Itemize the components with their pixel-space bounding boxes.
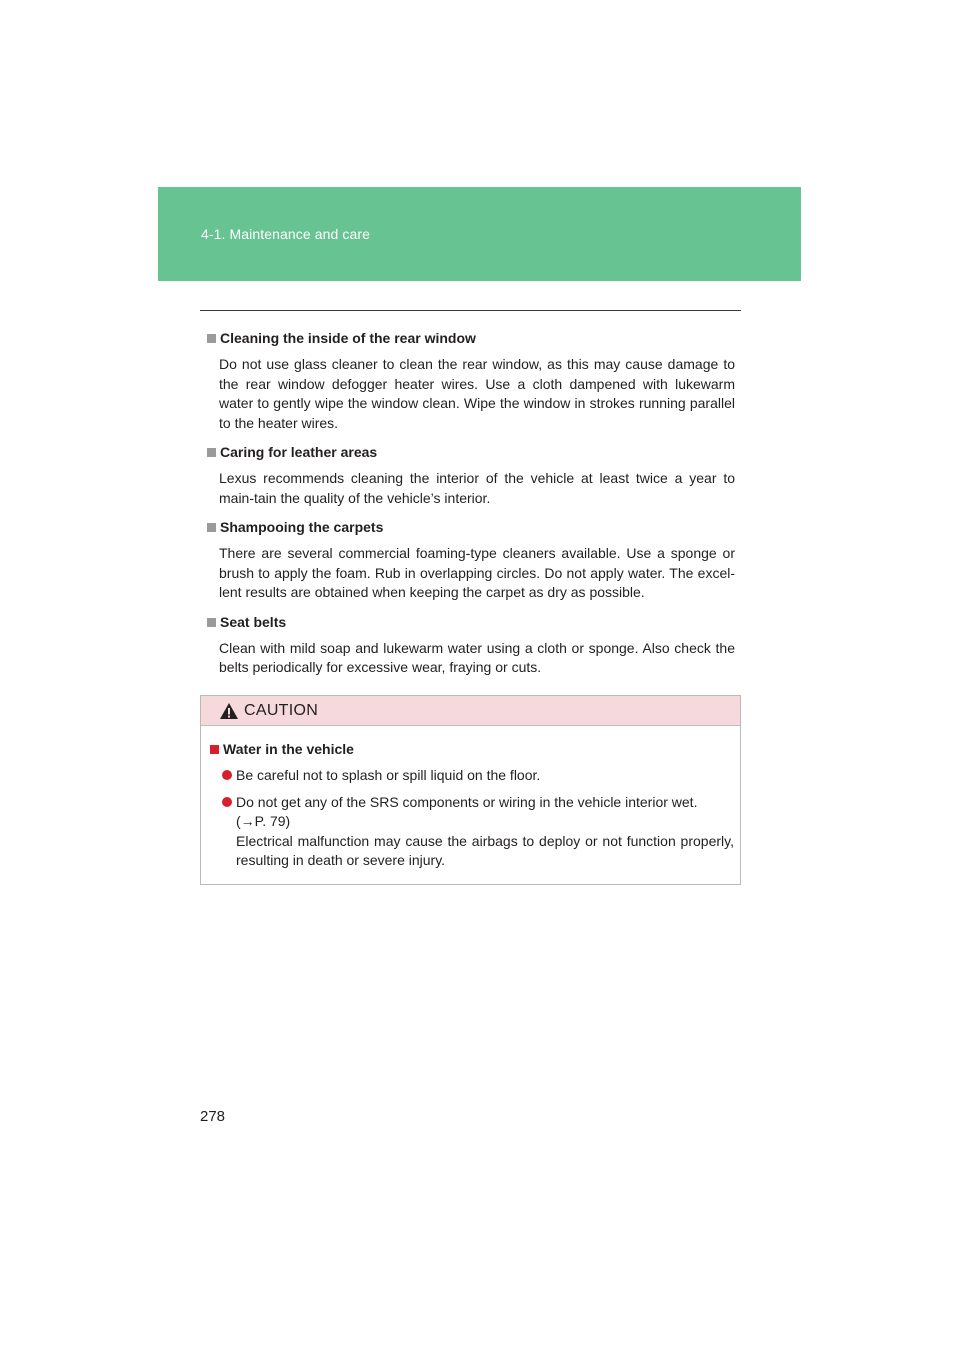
page-reference: (→P. 79) — [236, 813, 291, 829]
page-number: 278 — [200, 1108, 226, 1125]
topic-seat-belts — [207, 613, 735, 678]
topic-carpets — [207, 518, 735, 603]
topic-title: Cleaning the inside of the rear window — [220, 330, 476, 346]
main-content — [207, 329, 735, 688]
topic-body: There are several commercial foaming-type cleaners available. Use a sponge or brush to apply the foam. Rub in overlapping circles. Do not apply water. The excel-lent results are obtained when keeping the carpet as dry as possible. — [219, 545, 735, 600]
caution-title: CAUTION — [244, 702, 319, 719]
red-dot-bullet-icon — [222, 770, 232, 780]
caution-heading: Water in the vehicle — [223, 741, 354, 757]
topic-title: Seat belts — [220, 613, 287, 630]
content-divider — [200, 310, 741, 311]
topic-leather — [207, 443, 735, 508]
topic-title: Caring for leather areas — [220, 444, 378, 460]
warning-triangle-icon — [219, 702, 239, 720]
caution-body — [210, 740, 734, 878]
square-bullet-icon — [207, 334, 216, 343]
topic-body: Clean with mild soap and lukewarm water using a cloth or sponge. Also check the belts periodically for excessive wear, fraying or cuts. — [219, 639, 735, 675]
red-dot-bullet-icon — [222, 797, 232, 807]
red-square-bullet-icon — [210, 745, 219, 754]
topic-title: Shampooing the carpets — [220, 519, 384, 535]
caution-item — [222, 793, 734, 871]
topic-body: Do not use glass cleaner to clean the rear window, as this may cause damage to the rear window defogger heater wires. Use a cloth dampened with lukewarm water to gently wipe the window clean. Wipe the window in strokes running parallel to the heater wires. — [219, 356, 735, 431]
caution-box — [200, 695, 741, 885]
topic-body: Lexus recommends cleaning the interior of the vehicle at least twice a year to main-tain the quality of the vehicle’s interior. — [219, 470, 735, 506]
square-bullet-icon — [207, 448, 216, 457]
topic-rear-window — [207, 329, 735, 433]
section-label: 4-1. Maintenance and care — [201, 226, 371, 242]
caution-item — [222, 766, 734, 786]
square-bullet-icon — [207, 523, 216, 532]
square-bullet-icon — [207, 618, 216, 627]
caution-item-text: Be careful not to splash or spill liquid on the floor. — [236, 767, 541, 783]
caution-item-text: Electrical malfunction may cause the airbags to deploy or not function properly, resulting in death or severe injury. — [236, 832, 734, 868]
caution-item-text: Do not get any of the SRS components or wiring in the vehicle interior wet. — [236, 793, 698, 810]
section-header-band — [158, 187, 801, 281]
caution-header — [201, 696, 740, 726]
